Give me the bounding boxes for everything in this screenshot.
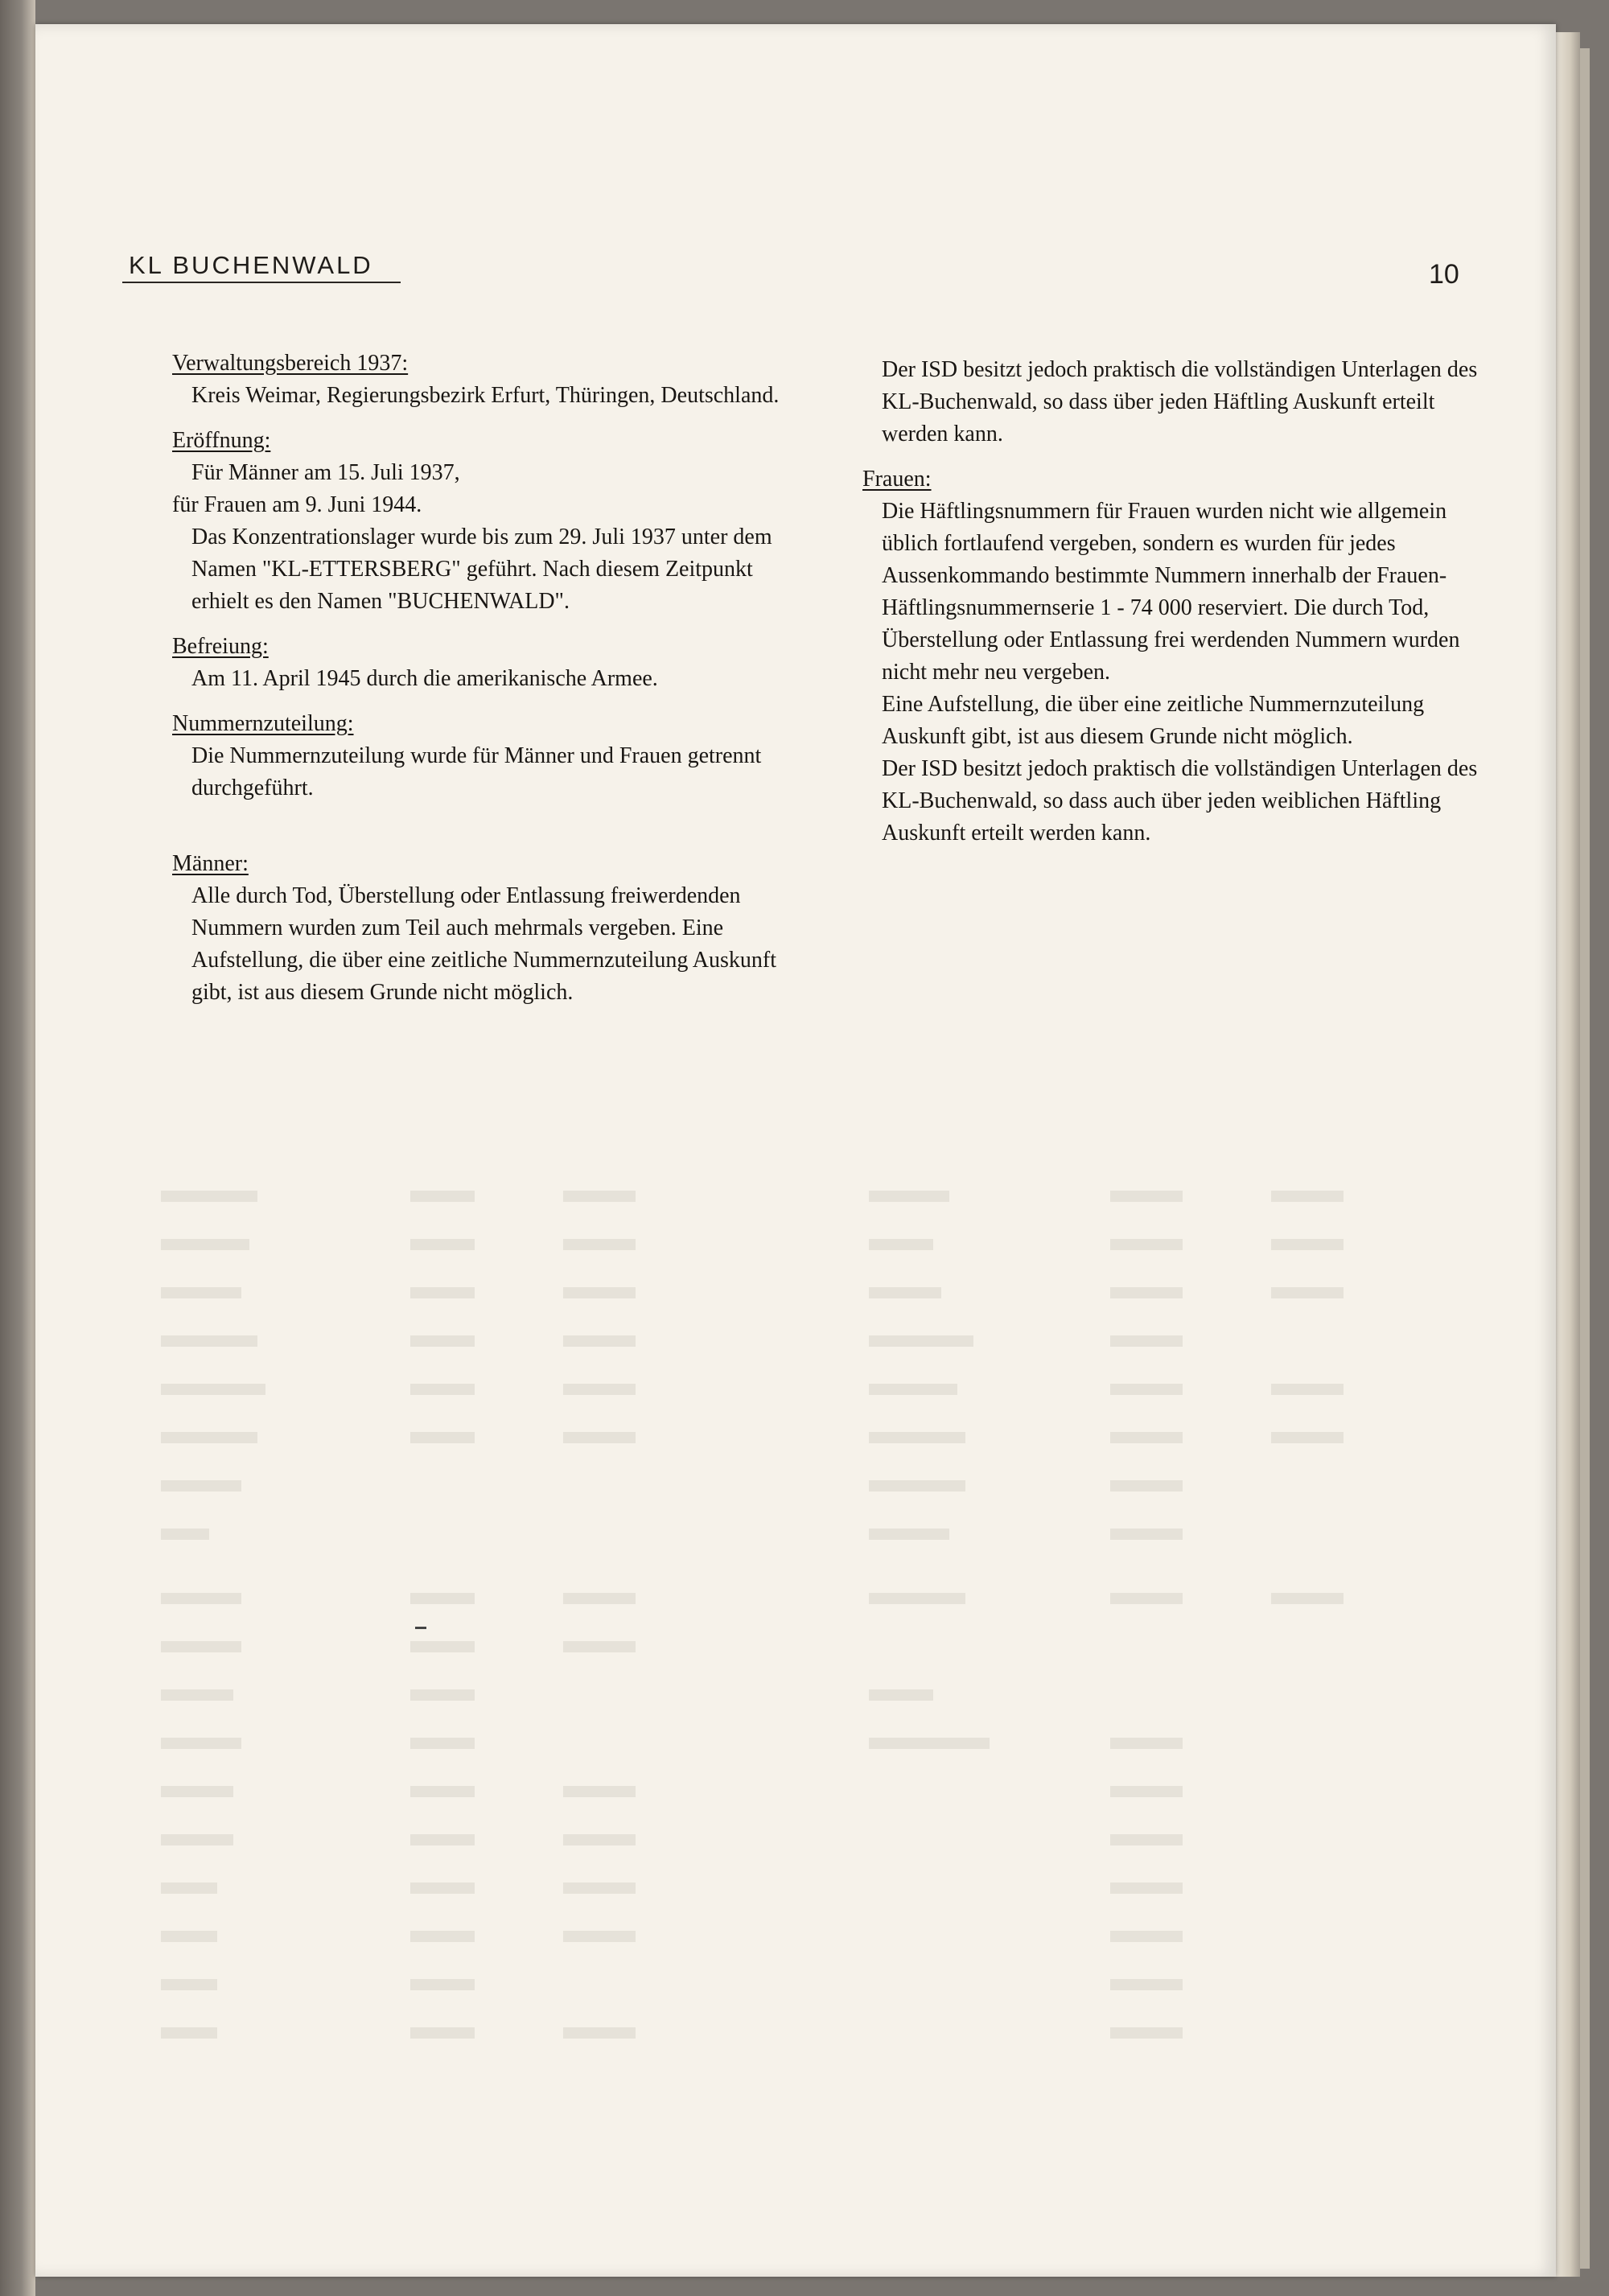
section-text: Für Männer am 15. Juli 1937, (191, 460, 460, 485)
section-text: Der ISD besitzt jedoch praktisch die vollständigen Unterlagen des KL-Buchenwald, so dass auch über jeden weiblichen Häftling Auskunft erteilt werden kann. (882, 756, 1478, 846)
page-edge-shadow (1580, 48, 1590, 2269)
document-header-title: KL BUCHENWALD (129, 251, 373, 279)
left-column (172, 348, 792, 1009)
section-heading: Männer: (172, 851, 249, 876)
section-text: Eine Aufstellung, die über eine zeitliche Nummernzuteilung Auskunft gibt, ist aus diesem Grunde nicht möglich. (882, 692, 1425, 749)
section-maenner (172, 848, 792, 1009)
bleed-through-texture (145, 1110, 1512, 2116)
section-heading: Verwaltungsbereich 1937: (172, 351, 409, 376)
stray-mark (415, 1627, 426, 1629)
section-text: Am 11. April 1945 durch die amerikanische Armee. (191, 666, 658, 691)
section-befreiung (172, 631, 792, 695)
section-text: Die Nummernzuteilung wurde für Männer und Frauen getrennt durchgeführt. (191, 743, 762, 800)
header-rule (122, 282, 401, 283)
section-text: Das Konzentrationslager wurde bis zum 29. Juli 1937 unter dem Namen "KL-ETTERSBERG" geführt. Nach diesem Zeitpunkt erhielt es den Namen "BUCHENWALD". (191, 525, 772, 614)
section-verwaltungsbereich (172, 348, 792, 412)
section-heading: Nummernzuteilung: (172, 711, 354, 736)
section-heading: Frauen: (862, 467, 932, 492)
section-text: Alle durch Tod, Überstellung oder Entlassung freiwerdenden Nummern wurden zum Teil auch mehrmals vergeben. Eine Aufstellung, die über eine zeitliche Nummernzuteilung Auskunft gibt, ist aus diesem Grunde nicht möglich. (191, 883, 777, 1005)
section-heading: Befreiung: (172, 634, 269, 659)
spacer (172, 804, 792, 835)
section-text: Kreis Weimar, Regierungsbezirk Erfurt, Thüringen, Deutschland. (191, 383, 780, 408)
right-column (862, 354, 1490, 850)
section-text: für Frauen am 9. Juni 1944. (172, 492, 422, 517)
section-isd-intro (862, 354, 1490, 451)
page-edge (1556, 32, 1580, 2277)
section-eroeffnung (172, 425, 792, 618)
section-nummernzuteilung (172, 708, 792, 804)
binding-edge (0, 0, 35, 2296)
section-text: Die Häftlingsnummern für Frauen wurden nicht wie allgemein üblich fortlaufend vergeben, sondern es wurden für jedes Aussenkommando bestimmte Nummern innerhalb der Frauen-Häftlingsnummernserie 1 - 74 000 reserviert. Die durch Tod, Überstellung oder Entlassung frei werdenden Nummern wurden nicht mehr neu vergeben. (882, 499, 1460, 685)
page-number: 10 (1429, 259, 1459, 290)
section-text: Der ISD besitzt jedoch praktisch die vollständigen Unterlagen des KL-Buchenwald, so dass über jeden Häftling Auskunft erteilt werden kann. (882, 357, 1478, 446)
section-heading: Eröffnung: (172, 428, 271, 453)
section-frauen (862, 463, 1490, 850)
